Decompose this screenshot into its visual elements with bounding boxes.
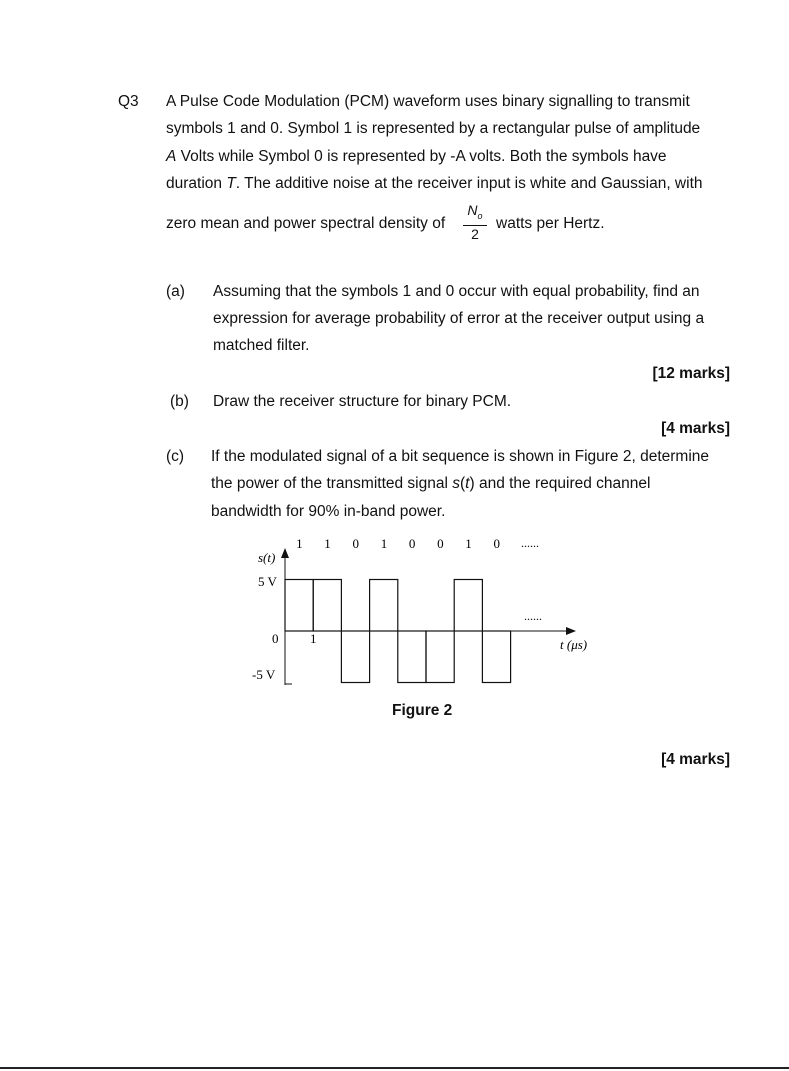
waveform-pulse bbox=[482, 631, 510, 683]
part-c-line-3: bandwidth for 90% in-band power. bbox=[211, 503, 446, 520]
intro-line-4-pre: duration bbox=[166, 175, 227, 192]
part-c-marks: [4 marks] bbox=[661, 751, 730, 768]
part-c-line-2-post: and the required channel bbox=[474, 475, 651, 492]
bit-label: 1 bbox=[296, 536, 303, 551]
part-a-line-3: matched filter. bbox=[213, 337, 310, 354]
bit-label: 1 bbox=[465, 536, 472, 551]
y-axis-label: s(t) bbox=[258, 550, 276, 565]
fraction-numerator: $N_o$ bbox=[467, 202, 483, 221]
x-axis-arrow bbox=[566, 627, 576, 635]
part-c-line-2-pre: the power of the transmitted signal bbox=[211, 475, 453, 492]
var-a: A bbox=[166, 148, 177, 165]
bit-label: 0 bbox=[437, 536, 444, 551]
psd-fraction bbox=[463, 203, 487, 242]
intro-line-3 bbox=[166, 148, 667, 166]
intro-line-4-rest: . The additive noise at the receiver input is white and Gaussian, with bbox=[235, 175, 703, 192]
part-c-line-1: If the modulated signal of a bit sequence is shown in Figure 2, determine bbox=[211, 448, 710, 465]
part-b-marks: [4 marks] bbox=[661, 420, 730, 437]
waveform-pulse bbox=[313, 580, 341, 632]
fraction-denominator: 2 bbox=[471, 225, 479, 242]
part-c-line-2 bbox=[211, 475, 650, 493]
intro-line-5-pre: zero mean and power spectral density of bbox=[166, 215, 446, 232]
waveform-pulse bbox=[398, 631, 426, 683]
bit-label: 0 bbox=[408, 536, 416, 551]
y-tick-label-0: 0 bbox=[272, 631, 279, 646]
intro-line-1: A Pulse Code Modulation (PCM) waveform uses binary signalling to transmit bbox=[166, 93, 690, 110]
part-a-marks: [12 marks] bbox=[652, 365, 730, 382]
part-a-label: (a) bbox=[166, 283, 185, 300]
figure-caption: Figure 2 bbox=[392, 702, 453, 719]
var-t-small: t bbox=[465, 475, 470, 492]
question-label: Q3 bbox=[118, 93, 139, 110]
waveform-pulse bbox=[426, 631, 454, 683]
chart-layer bbox=[252, 536, 587, 685]
waveform-pulse bbox=[285, 580, 313, 632]
waveform-pulse bbox=[370, 580, 398, 632]
bits-continuation-dots: ...... bbox=[521, 536, 539, 550]
bit-label: 1 bbox=[324, 536, 331, 551]
intro-line-2: symbols 1 and 0. Symbol 1 is represented by a rectangular pulse of amplitude bbox=[166, 120, 701, 137]
page-bottom-rule bbox=[0, 1067, 789, 1069]
x-axis-label: t (μs) bbox=[560, 637, 588, 652]
part-b-label: (b) bbox=[170, 393, 189, 410]
y-axis-arrow bbox=[281, 548, 289, 558]
part-a-line-1: Assuming that the symbols 1 and 0 occur with equal probability, find an bbox=[213, 283, 700, 300]
waveform-pulse bbox=[454, 580, 482, 632]
waveform-pulse bbox=[341, 631, 369, 683]
y-tick-label-neg5v: -5 V bbox=[252, 667, 276, 682]
part-c-label: (c) bbox=[166, 448, 185, 465]
y-tick-label-5v: 5 V bbox=[258, 574, 277, 589]
intro-line-4 bbox=[166, 175, 703, 193]
part-a-line-2: expression for average probability of error at the receiver output using a bbox=[213, 310, 705, 327]
intro-line-5-post: watts per Hertz. bbox=[496, 215, 605, 232]
intro-line-3-rest: Volts while Symbol 0 is represented by -A volts. Both the symbols have bbox=[176, 148, 667, 165]
axis-continuation-dots: ...... bbox=[524, 609, 542, 623]
paren-open: ( bbox=[460, 475, 466, 492]
bit-label: 1 bbox=[380, 536, 388, 551]
bit-label: 0 bbox=[493, 536, 500, 551]
x-tick-label-1: 1 bbox=[310, 631, 317, 646]
paren-close: ) bbox=[469, 475, 475, 492]
part-b-line-1: Draw the receiver structure for binary PCM. bbox=[213, 393, 512, 410]
var-t: T bbox=[226, 175, 236, 192]
var-s: s bbox=[452, 475, 460, 492]
bit-label: 0 bbox=[352, 536, 359, 551]
